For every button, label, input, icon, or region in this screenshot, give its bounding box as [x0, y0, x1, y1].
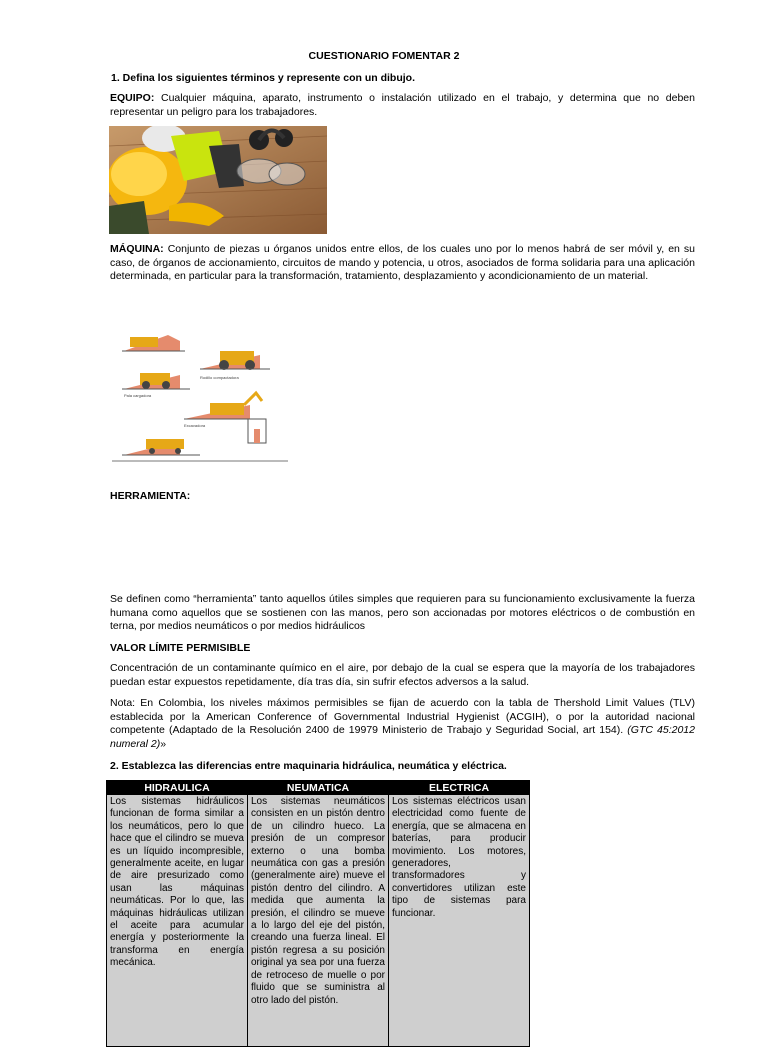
maquina-text: Conjunto de piezas u órganos unidos entre ellos, de los cuales uno por lo menos habrá de ser móvil y, en su caso, de órganos de accionamiento, circuitos de mando y potencia, u otros, asociados de forma solidaria para una aplicación determinada, en particular para la transformación, tratamiento, desplazamiento y acondicionamiento de un material. — [110, 243, 695, 283]
valor-note-text: Nota: En Colombia, los niveles máximos permisibles se fijan de acuerdo con la tabla de Thershold Limit Values (TLV) establecida por la American Conference of Governmental Industrial Hygienist (ACGIH), o por la autoridad nacional competente (Adaptado de la Resolución 2400 de 19979 Ministerio de Trabajo y Seguridad Social, art 154). — [110, 697, 695, 737]
gloves-icon — [109, 201, 149, 234]
header-hidraulica: HIDRAULICA — [107, 781, 248, 795]
question-1: 1. Defina los siguientes términos y represente con un dibujo. — [111, 72, 415, 84]
machine-label-3: Excavadora — [184, 423, 206, 428]
table-header-row — [107, 781, 530, 795]
maquina-term: MÁQUINA: — [110, 243, 164, 255]
equipo-text: Cualquier máquina, aparato, instrumento o instalación utilizado en el trabajo, y determina que no deben representar un peligro para los trabajadores. — [110, 92, 695, 118]
header-neumatica: NEUMATICA — [248, 781, 389, 795]
excavator-icon — [210, 403, 244, 415]
valor-heading: VALOR LÍMITE PERMISIBLE — [110, 642, 251, 654]
herramienta-definition: Se definen como “herramienta” tanto aquellos útiles simples que requieren para su funcionamiento exclusivamente la fuerza humana como aquellos que se sostienen con las manos, pero son accionadas por motores eléctricos o de combustión en terna, por medios neumáticos o por medios hidráulicos — [110, 593, 695, 633]
valor-definition: Concentración de un contaminante químico en el aire, por debajo de la cual se espera que la mayoría de los trabajadores puedan estar expuestos repetidamente, día tras día, sin sufrir efectos adversos a la salud. — [110, 662, 695, 688]
bulldozer-icon — [130, 337, 158, 347]
machines-image — [110, 325, 290, 465]
machine-label-1: Rodillo compactadora — [200, 375, 239, 380]
header-electrica: ELECTRICA — [389, 781, 530, 795]
safety-equipment-image — [109, 126, 327, 234]
cell-electrica: Los sistemas eléctricos usan electricidad como fuente de energía, que se almacena en baterías, para producir movimiento. Los motores, generadores, transformadores y convertidores utilizan este tipo de sistemas para funcionar. — [389, 795, 530, 1047]
question-2: 2. Establezca las diferencias entre maquinaria hidráulica, neumática y eléctrica. — [110, 760, 507, 772]
maquina-definition — [110, 243, 695, 284]
page-title: CUESTIONARIO FOMENTAR 2 — [308, 50, 460, 62]
machine-label-2: Pala cargadora — [124, 393, 152, 398]
herramienta-heading: HERRAMIENTA: — [110, 490, 191, 502]
equipo-term: EQUIPO: — [110, 92, 155, 104]
cell-neumatica: Los sistemas neumáticos consisten en un pistón dentro de un cilindro hueco. La presión de un compresor externo o una bomba neumática con gas a presión (generalmente aire) mueve el pistón dentro del cilindro. A medida que aumenta la presión, el cilindro se mueve a lo largo del eje del pistón, creando una fuerza lineal. El pistón regresa a su posición original ya sea por una fuerza de retroceso de muelle o por fluido que se suministra al otro lado del pistón. — [248, 795, 389, 1047]
equipo-definition — [110, 92, 695, 119]
grader-icon — [146, 439, 184, 449]
comparison-table — [106, 780, 530, 1047]
table-row — [107, 795, 530, 1047]
valor-note — [110, 697, 695, 751]
cell-hidraulica: Los sistemas hidráulicos funcionan de forma similar a los neumáticos, pero lo que hace que el cilindro se mueva es un líquido incompresible, generalmente aceite, en lugar de aire presurizado como usan las máquinas neumáticas. Por lo que, las máquinas hidráulicas utilizan el aceite para acumular energía y posteriormente la transforma en energía mecánica. — [107, 795, 248, 1047]
valor-note-end: » — [160, 737, 167, 750]
valor-note-ref: (GTC 45:2012 numeral 2) — [110, 724, 695, 750]
